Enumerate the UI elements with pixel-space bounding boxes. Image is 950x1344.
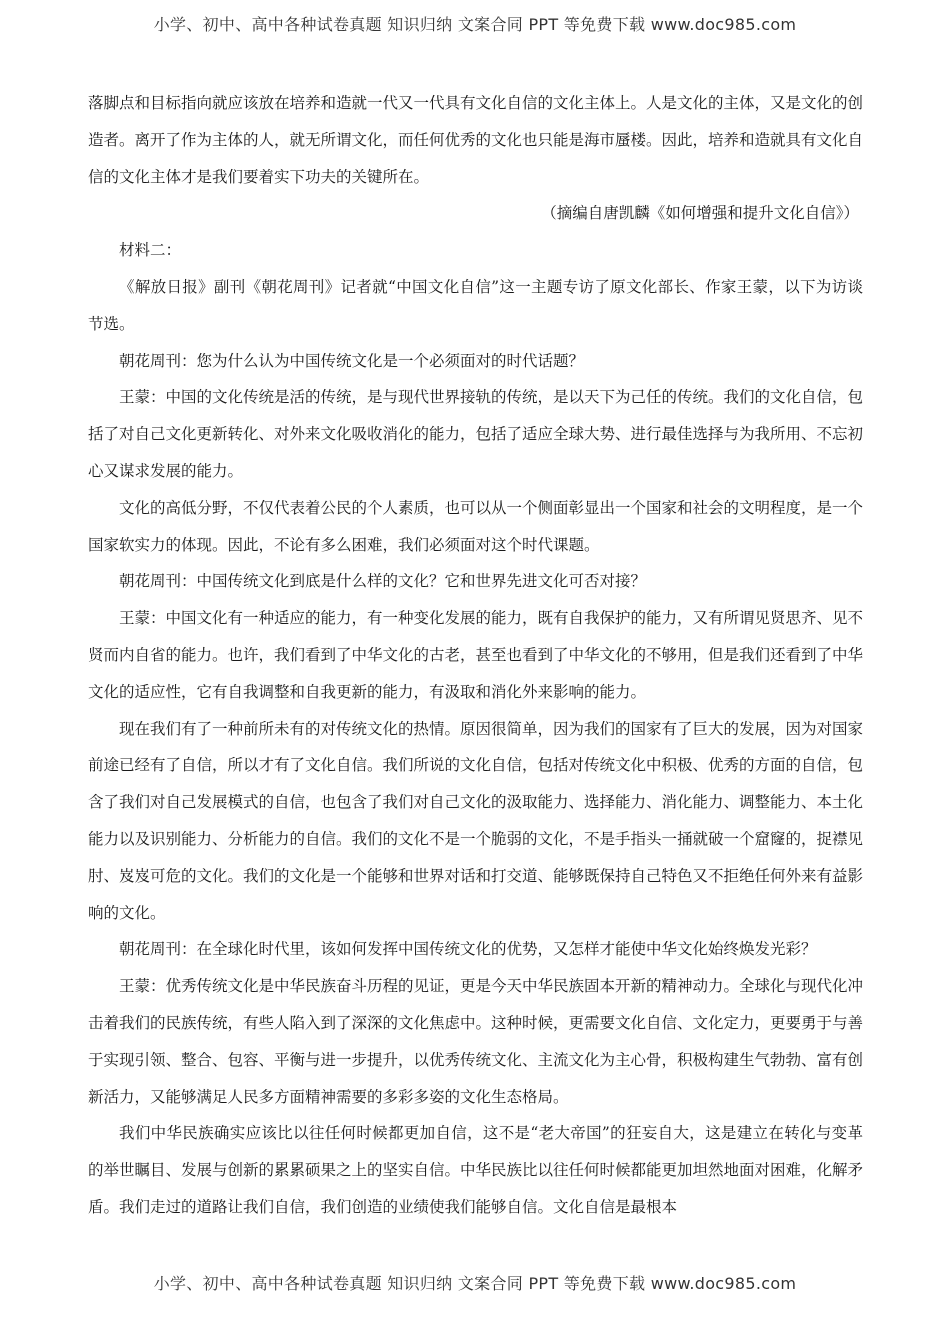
intro-paragraph: 《解放日报》副刊《朝花周刊》记者就“中国文化自信”这一主题专访了原文化部长、作家王蒙，以下为访谈节选。: [88, 277, 863, 333]
section-heading: 材料二：: [119, 241, 182, 260]
interview-answer: 我们中华民族确实应该比以往任何时候都更加自信，这不是“老大帝国”的狂妄自大，这是建立在转化与变革的举世瞩目、发展与创新的累累硕果之上的坚实自信。中华民族比以往任何时候都能更加坦然地面对困难，化解矛盾。我们走过的道路让我们自信，我们创造的业绩使我们能够自信。文化自信是最根本: [88, 1124, 864, 1216]
interview-answer: 现在我们有了一种前所未有的对传统文化的热情。原因很简单，因为我们的国家有了巨大的发展，因为对国家前途已经有了自信，所以才有了文化自信。我们所说的文化自信，包括对传统文化中积极、优秀的方面的自信，包含了我们对自己发展模式的自信，也包含了我们对自己文化的汲取能力、选择能力、消化能力、调整能力、本土化能力以及识别能力、分析能力的自信。我们的文化不是一个脆弱的文化，不是手指头一捅就破一个窟窿的，捉襟见肘、岌岌可危的文化。我们的文化是一个能够和世界对话和打交道、能够既保持自己特色又不拒绝任何外来有益影响的文化。: [88, 719, 864, 922]
interview-answer: 文化的高低分野，不仅代表着公民的个人素质，也可以从一个侧面彰显出一个国家和社会的文明程度，是一个国家软实力的体现。因此，不论有多么困难，我们必须面对这个时代课题。: [88, 498, 864, 554]
source-citation: （摘编自唐凯麟《如何增强和提升文化自信》）: [541, 204, 859, 223]
header-banner: 小学、初中、高中各种试卷真题 知识归纳 文案合同 PPT 等免费下载 www.doc985.com: [153, 15, 797, 34]
interview-question: 朝花周刊：在全球化时代里，该如何发挥中国传统文化的优势，又怎样才能使中华文化始终焕发光彩？: [119, 940, 817, 959]
interview-question: 朝花周刊：您为什么认为中国传统文化是一个必须面对的时代话题？: [119, 351, 585, 370]
interview-question: 朝花周刊：中国传统文化到底是什么样的文化？它和世界先进文化可否对接？: [119, 572, 647, 591]
footer-banner: 小学、初中、高中各种试卷真题 知识归纳 文案合同 PPT 等免费下载 www.doc985.com: [153, 1274, 797, 1293]
interview-answer: 王蒙：优秀传统文化是中华民族奋斗历程的见证，更是今天中华民族固本开新的精神动力。全球化与现代化冲击着我们的民族传统，有些人陷入到了深深的文化焦虑中。这种时候，更需要文化自信、文化定力，更要勇于与善于实现引领、整合、包容、平衡与进一步提升，以优秀传统文化、主流文化为主心骨，积极构建生气勃勃、富有创新活力，又能够满足人民多方面精神需要的多彩多姿的文化生态格局。: [88, 977, 864, 1106]
paragraph-continuation: 落脚点和目标指向就应该放在培养和造就一代又一代具有文化自信的文化主体上。人是文化的主体，又是文化的创造者。离开了作为主体的人，就无所谓文化，而任何优秀的文化也只能是海市蜃楼。因此，培养和造就具有文化自信的文化主体才是我们要着实下功夫的关键所在。: [88, 94, 864, 186]
document-body: [88, 85, 863, 1226]
interview-answer: 王蒙：中国的文化传统是活的传统，是与现代世界接轨的传统，是以天下为己任的传统。我们的文化自信，包括了对自己文化更新转化、对外来文化吸收消化的能力，包括了适应全球大势、进行最佳选择与为我所用、不忘初心又谋求发展的能力。: [88, 388, 864, 480]
interview-answer: 王蒙：中国文化有一种适应的能力，有一种变化发展的能力，既有自我保护的能力，又有所谓见贤思齐、见不贤而内自省的能力。也许，我们看到了中华文化的古老，甚至也看到了中华文化的不够用，但是我们还看到了中华文化的适应性，它有自我调整和自我更新的能力，有汲取和消化外来影响的能力。: [88, 609, 864, 701]
